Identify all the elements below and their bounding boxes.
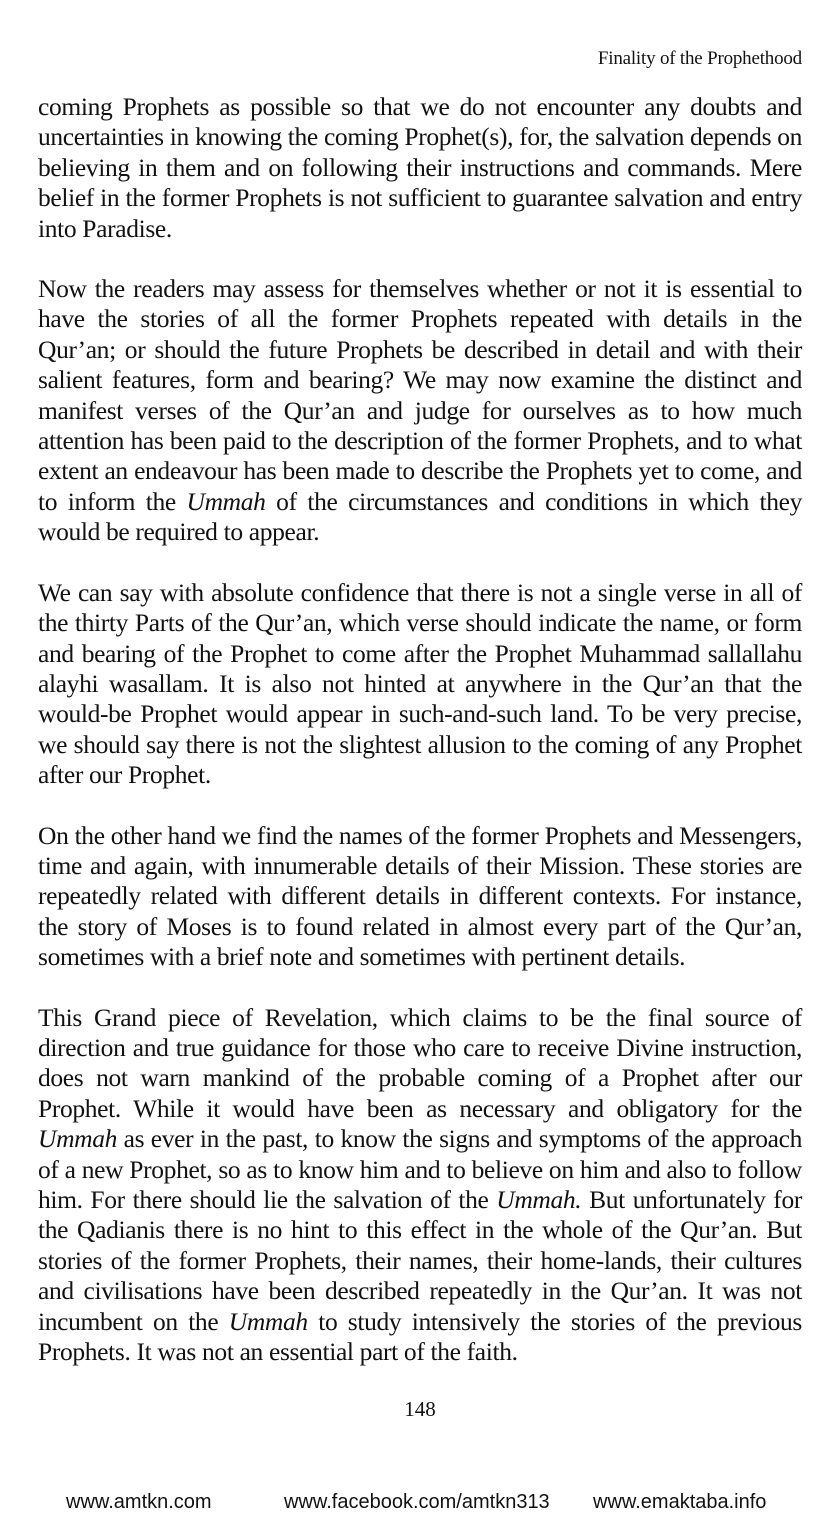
footer-links (0, 1490, 840, 1520)
italic-term-ummah: Ummah (228, 1306, 308, 1336)
footer-link-amtkn[interactable]: www.amtkn.com (66, 1491, 212, 1513)
paragraph-text: Now the readers may assess for themselves whether or not it is essential to have the stories of all the former Prophets repeated with details in the Qur’an; or should the future Prophets be described in detail and with their salient features, form and bearing? We may now examine the distinct and manifest verses of the Qur’an and judge for ourselves as to how much attention has been paid to the description of the former Prophets, and to what extent an endeavour has been made to describe the Prophets yet to come, and to inform the (38, 274, 802, 516)
paragraph-text: coming Prophets as possible so that we do not encounter any doubts and uncertainties in knowing the coming Prophet(s), for, the salvation depends on believing in them and on following their instructions and commands. Mere belief in the former Prophets is not sufficient to guarantee salvation and entry into Paradise. (38, 92, 802, 243)
paragraph-3 (38, 578, 802, 791)
running-header-title: Finality of the Prophethood (597, 48, 802, 69)
page-body (38, 92, 802, 1367)
footer-link-facebook[interactable]: www.facebook.com/amtkn313 (284, 1491, 550, 1513)
paragraph-1 (38, 92, 802, 244)
paragraph-text: We can say with absolute confidence that there is not a single verse in all of the thirty Parts of the Qur’an, which verse should indicate the name, or form and bearing of the Prophet to come after the Prophet Muhammad sallallahu alayhi wasallam. It is also not hinted at anywhere in the Qur’an that the would-be Prophet would appear in such-and-such land. To be very precise, we should say there is not the slightest allusion to the coming of any Prophet after our Prophet. (38, 577, 802, 790)
italic-term-ummah: Ummah (186, 486, 266, 516)
italic-term-ummah: Ummah. (496, 1185, 582, 1214)
paragraph-text: This Grand piece of Revelation, which claims to be the final source of direction and true guidance for those who care to receive Divine instruction, does not warn mankind of the probable coming of a Prophet after our Prophet. While it would have been as necessary and obligatory for the (38, 1002, 802, 1123)
page-number: 148 (404, 1397, 436, 1421)
italic-term-ummah: Ummah (38, 1124, 117, 1154)
paragraph-2 (38, 274, 802, 548)
paragraph-text: On the other hand we find the names of the former Prophets and Messengers, time and again, with innumerable details of their Mission. These stories are repeatedly related with different details in different contexts. For instance, the story of Moses is to found related in almost every part of the Qur’an, sometimes with a brief note and sometimes with pertinent details. (38, 820, 802, 972)
paragraph-text: to study intensively the stories of the previous Prophets. It was not an essential part of the faith. (38, 1306, 802, 1367)
paragraph-4 (38, 821, 802, 973)
paragraph-text: as ever in the past, to know the signs and symptoms of the approach of a new Prophet, so as to know him and to believe on him and also to follow him. For there should lie the salvation of the (38, 1124, 802, 1214)
paragraph-text: But unfortunately for the Qadianis there is no hint to this effect in the whole of the Qur’an. But stories of the former Prophets, their names, their home-lands, their cultures and civilisations have been described repeatedly in the Qur’an. It was not incumbent on the (38, 1185, 802, 1336)
footer-link-emaktaba[interactable]: www.emaktaba.info (593, 1491, 767, 1513)
paragraph-text: of the circumstances and conditions in which they would be required to appear. (38, 486, 802, 547)
paragraph-5 (38, 1003, 802, 1368)
